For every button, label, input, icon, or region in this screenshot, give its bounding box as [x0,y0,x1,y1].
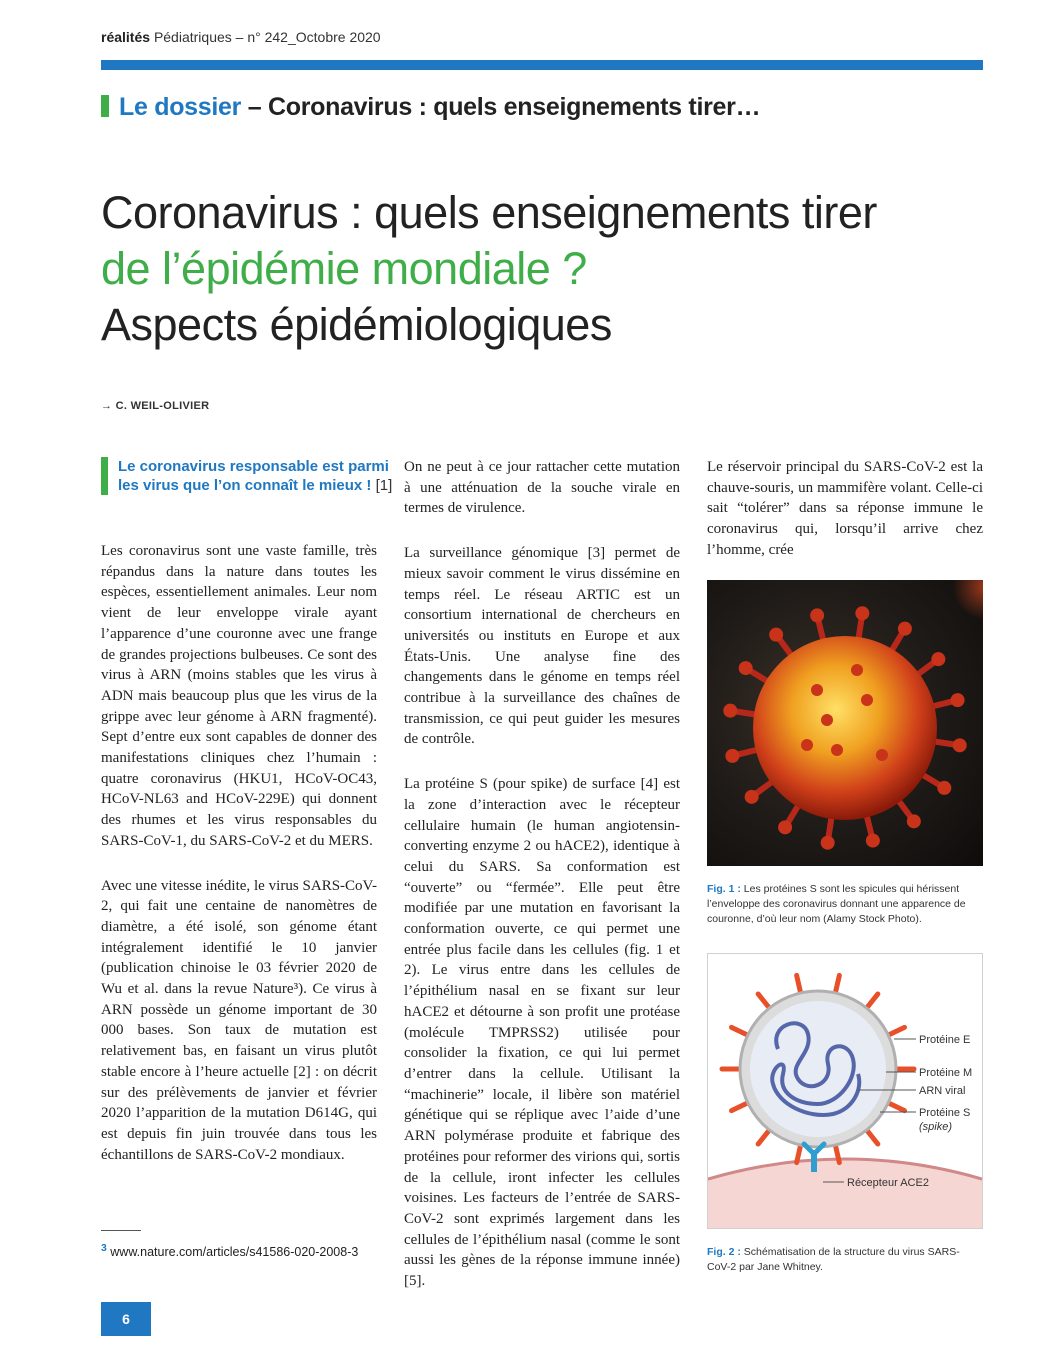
footnote-number: 3 [101,1243,107,1254]
footnote-link[interactable]: www.nature.com/articles/s41586-020-2008-3 [110,1245,359,1260]
surface-protein [821,714,833,726]
spike-tip [937,781,951,795]
spike-protein [888,1027,904,1035]
spike-tip [866,834,880,848]
spike-tip [855,606,869,620]
spike-tip [951,693,965,707]
spike-protein [758,1130,769,1144]
surface-protein [851,664,863,676]
label-rna: ARN viral [919,1085,966,1097]
coronavirus-illustration [707,580,983,866]
figure-1-label: Fig. 1 : [707,883,741,895]
spike-tip [907,814,921,828]
spike-protein [835,975,839,993]
label-protein-s: Protéine S [919,1107,971,1119]
spike-protein [867,1130,878,1144]
spike-protein [758,994,769,1008]
figure-1-text: Les protéines S sont les spicules qui hérissent l’enveloppe des coronavirus donnant une apparence de couronne, d’où leur nom (Alamy Stock Photo). [707,883,966,925]
column-1 [101,541,377,1189]
paragraph: Le réservoir principal du SARS-CoV-2 est la chauve-souris, un mammifère volant. Celle-ci sait “tolérer” dans sa réponse immune le coronavirus qui, lorsqu’il arrive chez l’homme, crée [707,459,983,558]
surface-protein [861,694,873,706]
label-protein-e: Protéine E [919,1034,971,1046]
label-spike: (spike) [919,1121,953,1133]
label-receptor: Récepteur ACE2 [847,1177,929,1189]
paragraph: La surveillance génomique [3] permet de mieux savoir comment le virus dissémine en temps réel. Le réseau ARTIC est un consortium international de chercheurs en universités ou instituts en Europe et aux États-Unis. Une analyse fine des changements dans le génome en temps réel contribue à la surveillance des chaînes de transmission, ce qui peut guider les mesures de contrôle. [404,545,680,748]
footnote [101,1240,371,1261]
spike-tip [745,790,759,804]
spike-tip [898,622,912,636]
spike-tip [821,836,835,850]
surface-protein [811,684,823,696]
section-marker [101,95,109,117]
spike-protein [797,975,801,993]
spike-protein [867,994,878,1008]
spike-tip [778,820,792,834]
journal-issue: Pédiatriques – n° 242_Octobre 2020 [153,29,381,45]
paragraph: La protéine S (pour spike) de surface [4] est la zone d’interaction avec le récepteur cellulaire humain (le human angiotensin-converting enzyme 2 ou hACE2), identique à celui du SARS. Sa conformation est “ouverte” ou “fermée”. Elle peut être modifiée par une mutation en favorisant la conformation ouverte, ce qui permet une entrée plus facile dans les cellules (fig. 1 et 2). Le virus entre dans les cellules de l’épithélium nasal en se fixant sur leur hACE2 et détourne à son profit une protéase (molécule TMPRSS2) utilisée pour consolider la fixation, ce qui lui permet d’entrer dans la cellule. Utilisant la “machinerie” locale, il libère son matériel génétique qui se réplique avec l’aide d’une ARN polymérase produite et fabrique des protéines pour reformer des virions qui, sortis de la cellule, iront infecter les cellules voisines. Les facteurs de l’entrée de SARS-CoV-2 sont exprimés largement dans les cellules de l’épithélium nasal (comme le sont aussi les gènes de la réponse immune innée) [5]. [404,776,680,1290]
spike-tip [931,652,945,666]
journal-brand: réalités [101,29,151,45]
figure-2-text: Schématisation de la structure du virus SARS-CoV-2 par Jane Whitney. [707,1246,960,1273]
virus-structure-svg [708,954,982,1228]
spike-tip [810,608,824,622]
header-rule [101,60,983,70]
label-protein-m: Protéine M [919,1067,973,1079]
paragraph: Les coronavirus sont une vaste famille, très répandus dans la nature dans toutes les espèces, essentiellement animales. Leur nom vient de leur enveloppe virale ayant l’apparence d’une couronne avec une frange de grandes projections bulbeuses. Ce sont des virus à ARN (moins stables que les virus à ADN mais beaucoup plus que les virus de la grippe avec leur génome à ARN fragmenté). Sept d’entre eux sont capables de donner des manifestations cliniques chez l’humain : quatre coronavirus (HKU1, HCoV-OC43, HCoV-NL63 and HCoV-229E) qui donnent des rhumes et les virus responsables du SARS-CoV-1, du SARS-CoV-2 et du MERS. [101,543,377,849]
title-line-2: de l’épidémie mondiale ? [101,243,587,294]
paragraph: On ne peut à ce jour rattacher cette mutation à une atténuation de la souche virale en termes de virulence. [404,459,680,517]
surface-protein [831,744,843,756]
journal-header [101,29,381,45]
surface-protein [801,739,813,751]
article-title [101,185,877,353]
spike-tip [725,749,739,763]
section-header [101,93,760,122]
spike-protein [732,1103,748,1111]
author: → C. WEIL-OLIVIER [101,400,210,412]
surface-protein [876,749,888,761]
spike-protein [888,1103,904,1111]
footnote-rule [101,1230,141,1231]
page-number: 6 [101,1302,151,1336]
title-line-1: Coronavirus : quels enseignements tirer [101,187,877,238]
figure-1-caption [707,882,983,927]
pull-quote [101,457,393,495]
pull-quote-text: Le coronavirus responsable est parmi les virus que l’on connaît le mieux ! [118,458,389,494]
spike-tip [739,661,753,675]
virus-structure-diagram [707,953,983,1229]
figure-2-caption [707,1245,983,1275]
column-3 [707,457,983,585]
figure-2-label: Fig. 2 : [707,1246,741,1258]
section-topic: – Coronavirus : quels enseignements tirer… [247,93,761,121]
spike-tip [769,628,783,642]
pull-quote-ref: [1] [375,477,393,494]
section-label: Le dossier [119,93,242,121]
paragraph: Avec une vitesse inédite, le virus SARS-CoV-2, qui fait une centaine de nanomètres de diamètre, a été isolé, son génome étant intégralement identifié le 10 janvier (publication chinoise le 03 février 2020 de Wu et al. dans la revue Nature³). Ce virus à ARN possède un génome important de 30 000 bases. Son taux de mutation est relativement bas, en faisant un virus plutôt stable encore à l’heure actuelle [2] : on décrit sur des prélèvements de janvier et février 2020 l’apparition de la mutation D614G, qui est depuis fin juin trouvée dans tous les échantillons de SARS-CoV-2 mondiaux. [101,877,377,1163]
coronavirus-photo [707,580,983,866]
column-2 [404,457,680,1316]
spike-tip [723,704,737,718]
spike-protein [732,1027,748,1035]
spike-tip [953,738,967,752]
title-line-3: Aspects épidémiologiques [101,299,612,350]
